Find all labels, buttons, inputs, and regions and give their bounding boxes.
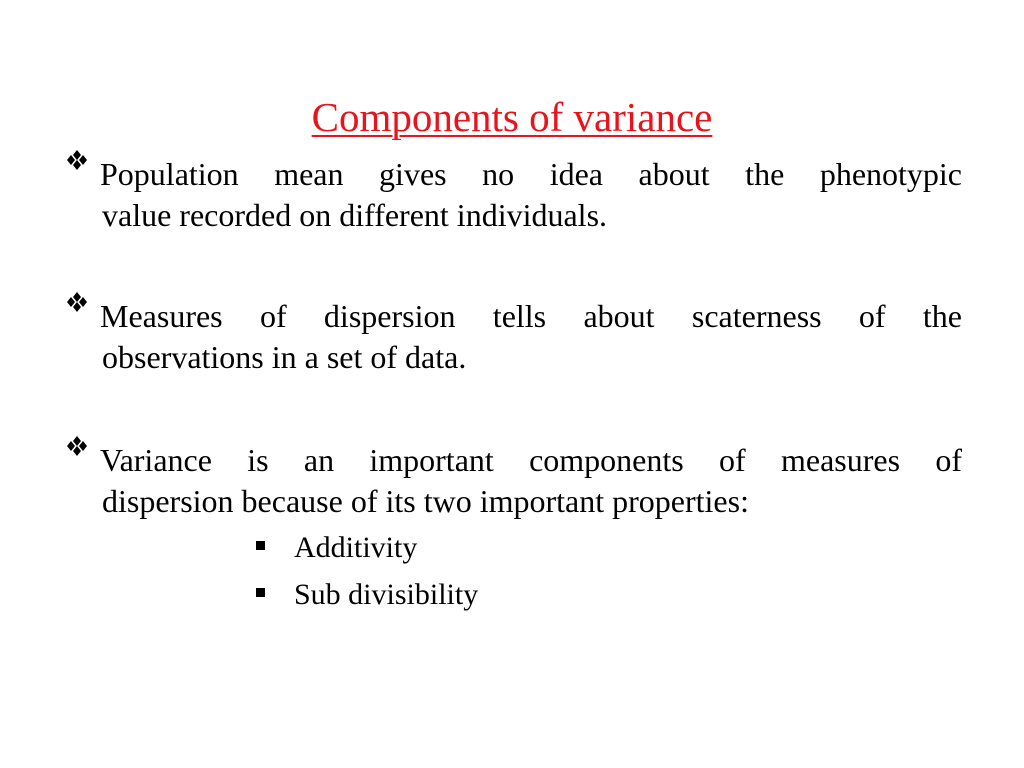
sub-bullet-additivity xyxy=(256,530,417,566)
bullet-item-population-mean xyxy=(64,154,962,236)
diamond-bullet-icon xyxy=(64,307,100,327)
square-bullet-icon xyxy=(256,541,265,550)
slide-title: Components of variance xyxy=(311,94,713,140)
bullet-line-2: observations in a set of data. xyxy=(102,339,467,375)
sub-bullet-label: Sub divisibility xyxy=(294,578,479,611)
bullet-item-measures-of-dispersion xyxy=(64,296,962,378)
bullet-item-variance xyxy=(64,440,962,522)
sub-bullet-sub-divisibility xyxy=(256,577,478,613)
sub-bullet-label: Additivity xyxy=(294,531,418,564)
bullet-line-1: Measures of dispersion tells about scaterness of the xyxy=(100,298,962,334)
bullet-line-1: Population mean gives no idea about the phenotypic xyxy=(100,156,962,192)
bullet-line-2: dispersion because of its two important properties: xyxy=(102,483,749,519)
bullet-line-2: value recorded on different individuals. xyxy=(102,197,608,233)
diamond-bullet-icon xyxy=(64,165,100,185)
bullet-line-1: Variance is an important components of measures of xyxy=(100,442,962,478)
square-bullet-icon xyxy=(256,588,265,597)
diamond-bullet-icon xyxy=(64,451,100,471)
